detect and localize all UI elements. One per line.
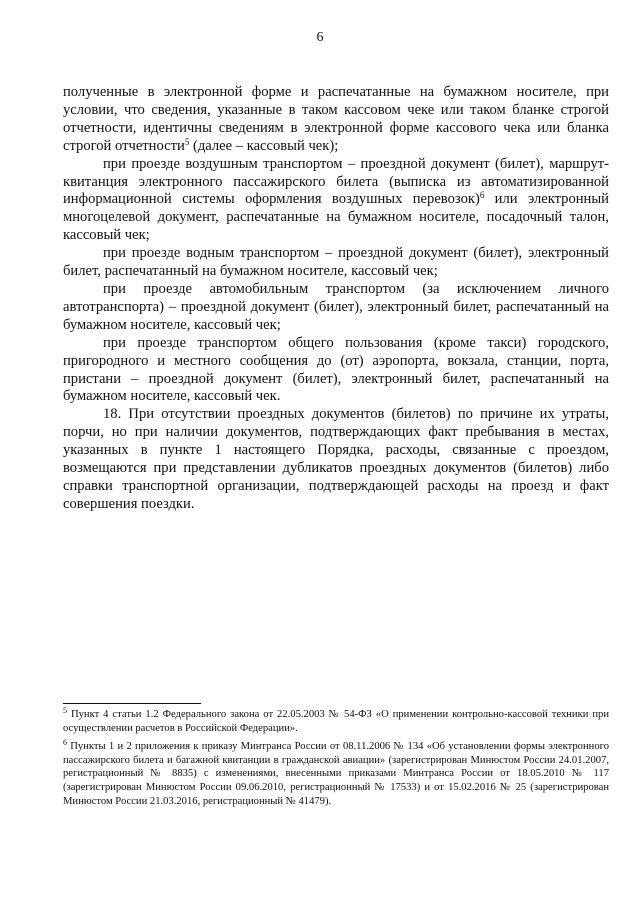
paragraph-text: полученные в электронной форме и распечатанные на бумажном носителе, при условии, что сведения, указанные в таком кассовом чеке или таком бланке строгой отчетности, идентичны сведениям в электронной форме кассового чека или бланка строгой отчетности xyxy=(63,84,609,154)
footnote-text: Пункт 4 статьи 1.2 Федерального закона от 22.05.2003 № 54-ФЗ «О применении контрольно-кассовой техники при осуществлении расчетов в Российской Федерации». xyxy=(63,709,609,734)
paragraph-water-transport: при проезде водным транспортом – проездной документ (билет), электронный билет, распечатанный на бумажном носителе, кассовый чек; xyxy=(63,245,609,280)
paragraph-receipt-conditions xyxy=(63,84,609,156)
footnotes xyxy=(63,708,609,813)
paragraph-public-transport: при проезде транспортом общего пользования (кроме такси) городского, пригородного и местного сообщения до (от) аэропорта, вокзала, станции, порта, пристани – проездной документ (билет), электронный билет, распечатанный на бумажном носителе, кассовый чек. xyxy=(63,334,609,405)
footnote-6 xyxy=(63,740,609,808)
paragraph-item-18: 18. При отсутствии проездных документов (билетов) по причине их утраты, порчи, но при наличии документов, подтверждающих факт пребывания в местах, указанных в пункте 1 настоящего Порядка, расходы, связанные с проездом, возмещаются при представлении дубликатов проездных документов (билетов) либо справки транспортной организации, подтверждающей расходы на проезд и факт совершения поездки. xyxy=(63,406,609,512)
footnote-ref-5[interactable]: 5 xyxy=(184,136,190,147)
paragraph-text: (далее – кассовый чек); xyxy=(189,137,339,154)
paragraph-air-transport xyxy=(63,156,609,246)
footnote-mark: 6 xyxy=(63,738,67,748)
footnote-mark: 5 xyxy=(63,706,67,715)
paragraph-text: при проезде воздушным транспортом – проездной документ (билет), маршрут-квитанция электронного пассажирского билета (выписка из автоматизированной информационной системы оформления воздушных перевозок) xyxy=(63,155,609,208)
document-body xyxy=(63,84,609,514)
footnote-text: Пункты 1 и 2 приложения к приказу Минтранса России от 08.11.2006 № 134 «Об установлении формы электронного пассажирского билета и багажной квитанции в гражданской авиации» (зарегистрирован Минюстом России 24.01.2007, регистрационный № 8835) с изменениями, внесенными приказами Минтранса России от 18.05.2010 № 117 (зарегистрирован Минюстом России 09.06.2010, регистрационный № 17533) и от 15.02.2016 № 25 (зарегистрирован Минюстом России 21.03.2016, регистрационный № 41479). xyxy=(63,741,609,807)
footnote-ref-6[interactable]: 6 xyxy=(479,190,485,201)
paragraph-text: или электронный многоцелевой документ, распечатанные на бумажном носителе, посадочный талон, кассовый чек; xyxy=(63,191,609,244)
footnote-5 xyxy=(63,708,609,735)
footnote-divider xyxy=(63,703,201,704)
paragraph-road-transport: при проезде автомобильным транспортом (за исключением личного автотранспорта) – проездной документ (билет), электронный билет, распечатанный на бумажном носителе, кассовый чек; xyxy=(63,280,609,333)
page-number: 6 xyxy=(316,30,324,45)
